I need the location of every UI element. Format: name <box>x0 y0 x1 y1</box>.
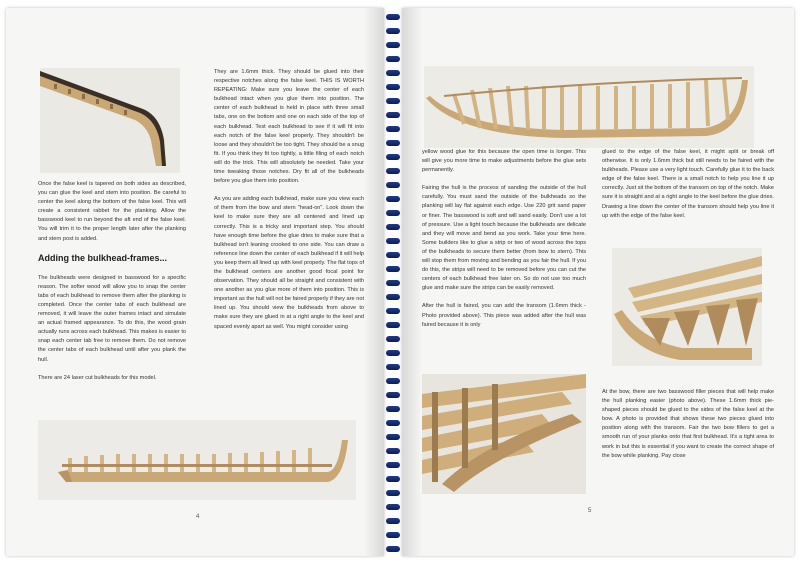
transom-paragraph: After the hull is faired, you can add the transom (1.6mm thick -Photo provided above). This piece was added after the hull was faired because it is only <box>422 303 586 328</box>
coil <box>386 532 400 538</box>
left-column-1 <box>38 180 186 392</box>
coil <box>386 406 400 412</box>
coil <box>386 42 400 48</box>
coil <box>386 154 400 160</box>
bulkhead-paragraph: The bulkheads were designed in basswood for a specific reason. The softer wood will allow you to snap the center tabs of each bulkhead to remove them after the planking is completed. Once the center tabs of each bulkhead are removed, it will leave the outer frames intact and simulate an actual framed appearance. To do this, the wood grain actually runs across each bulkhead. This makes is easier to snap each center tab free to remove them. Do not remove the center tabs of each bulkhead until after you plank the hull. <box>38 274 186 363</box>
coil <box>386 140 400 146</box>
fairing-paragraph: Fairing the hull is the process of sanding the outside of the hull carefully. You must sand the outside of the bulkheads so the planking will lay flat against each edge. Use 220 grit sand paper or finer. The basswood is soft and will sand easily. Don't use a lot of pressure. Use a light touch because the bulkheads are delicate and they will move and bend as you work. Take your time here. Some builders like to glue a strip or two of wood across the tops of the bulkheads to secure them better (from bow to stern). This will stop them from moving and bending as you fair the hull. If you do this, the strips will need to be removed before you can cut the centers of each bulkhead free later on. So do not use too much glue and make sure the strips can be easily removed. <box>422 185 586 292</box>
coil <box>386 252 400 258</box>
coil <box>386 518 400 524</box>
coil <box>386 210 400 216</box>
coil <box>386 476 400 482</box>
bulkheads-side-photo <box>38 420 356 500</box>
coil <box>386 70 400 76</box>
right-page-number: 5 <box>588 508 592 514</box>
bulkhead-fit-paragraph: They are 1.6mm thick. They should be glued into their respective notches along the false keel. THIS IS WORTH REPEATING: Make sure you leave the center of each bulkhead intact when you glue them into position. The center of each bulkhead is held in place with three small tabs, one on the bottom and one on each side of the top of each bulkhead. Test each bulkhead to see if it will fit into each notch of the false keel properly. They shouldn't be loose and they shouldn't be too tight. They should be a snug fit. If you think they fit too tightly, a little filing of each notch will do the trick. This will absolutely be needed. Take your time tweaking those notches. Dry fit all of the bulkheads before you glue them into position. <box>214 69 364 185</box>
coil <box>386 462 400 468</box>
coil <box>386 238 400 244</box>
bulkheads-side-image <box>38 420 356 500</box>
right-page <box>402 8 794 556</box>
coil <box>386 490 400 496</box>
hull-skeleton-image <box>424 66 754 148</box>
transom-fairing-paragraph: glued to the edge of the false keel, it might split or break off otherwise. It is only 1.6mm thick but still needs to be faired with the bulkheads. Please use a very light touch. Carefully glue it to the back edge of the false keel. There is a small notch to help you line it up correctly. Just sit the bottom of the transom on top of the notch. Make sure it is straight and at a right angle to the keel before the glue dries. Drawing a line down the center of the transom should help you line it up with the edge of the false keel. <box>602 149 774 219</box>
keel-paragraph: Once the false keel is tapered on both sides as described, you can glue the keel and stem into position. Be careful to center the keel along the bottom of the false keel. This will create a consistent rabbet for the planking. Allow the basswood keel to run beyond the aft end of the false keel. You will trim it to the proper length later after the planking and stern post is added. <box>38 181 186 242</box>
false-keel-photo <box>40 68 180 173</box>
bulkhead-align-paragraph: As you are adding each bulkhead, make sure you view each of them from the bow and stern "head-on". Look down the keel to make sure they are all centered and lined up correctly. This is a tricky and important step. You should have enough time before the glue dries to make sure that a bulkhead isn't leaning crooked to one side. You can draw a reference line down the center of each bulkhead if it will help you keep them all lined up with keel properly. The flat tops of the bulkhead centers are another good focal point for observation. They should all be straight and consistent with one another as you glue more of them into position. This is important as the hull will not be faired properly if they are not lined up. You should view the bulkheads from above to make sure they are glued in at a right angle to the keel and spaced evenly apart as well. You might consider using <box>214 196 364 330</box>
hull-skeleton-photo <box>424 66 754 148</box>
left-page-number: 4 <box>196 514 200 520</box>
coil <box>386 98 400 104</box>
right-column-1 <box>422 148 586 339</box>
left-column-2 <box>214 68 364 341</box>
coil <box>386 28 400 34</box>
coil <box>386 420 400 426</box>
coil <box>386 196 400 202</box>
bow-fillers-image <box>422 374 586 494</box>
section-heading: Adding the bulkhead-frames... <box>38 252 168 263</box>
bulkhead-count-paragraph: There are 24 laser cut bulkheads for this model. <box>38 374 157 381</box>
bow-frame-photo <box>612 248 762 366</box>
coil <box>386 280 400 286</box>
coil <box>386 504 400 510</box>
coil <box>386 126 400 132</box>
coil <box>386 14 400 20</box>
false-keel-image <box>40 68 180 173</box>
glue-paragraph: yellow wood glue for this because the open time is longer. This will give you more time to make adjustments before the glue sets permanently. <box>422 149 586 174</box>
coil <box>386 434 400 440</box>
coil <box>386 322 400 328</box>
coil <box>386 392 400 398</box>
coil <box>386 546 400 552</box>
coil <box>386 448 400 454</box>
coil <box>386 294 400 300</box>
right-gutter-shadow <box>402 8 422 556</box>
right-column-2 <box>602 148 774 230</box>
coil <box>386 56 400 62</box>
spiral-binding <box>384 0 402 572</box>
bow-filler-paragraph: At the bow, there are two basswood filler pieces that will help make the hull planking easier (photo above). These 1.6mm thick pie-shaped pieces should be glued to the sides of the false keel at the bow. A photo is provided that shows these two pieces glued into position along with the transom. Fair the two bow fillers to get a smooth run of your planks onto that first bulkhead. It's a tight area to work in but this is essential if you want to create the correct shape of the bow while planking. Pay close <box>602 389 774 459</box>
left-page <box>6 8 384 556</box>
coil <box>386 266 400 272</box>
coil <box>386 350 400 356</box>
right-column-3 <box>602 388 774 470</box>
coil <box>386 378 400 384</box>
bow-fillers-photo <box>422 374 586 494</box>
coil <box>386 336 400 342</box>
coil <box>386 224 400 230</box>
coil <box>386 308 400 314</box>
coil <box>386 84 400 90</box>
coil <box>386 168 400 174</box>
coil <box>386 364 400 370</box>
coil <box>386 182 400 188</box>
left-gutter-shadow <box>364 8 384 556</box>
coil <box>386 112 400 118</box>
bow-frame-image <box>612 248 762 366</box>
